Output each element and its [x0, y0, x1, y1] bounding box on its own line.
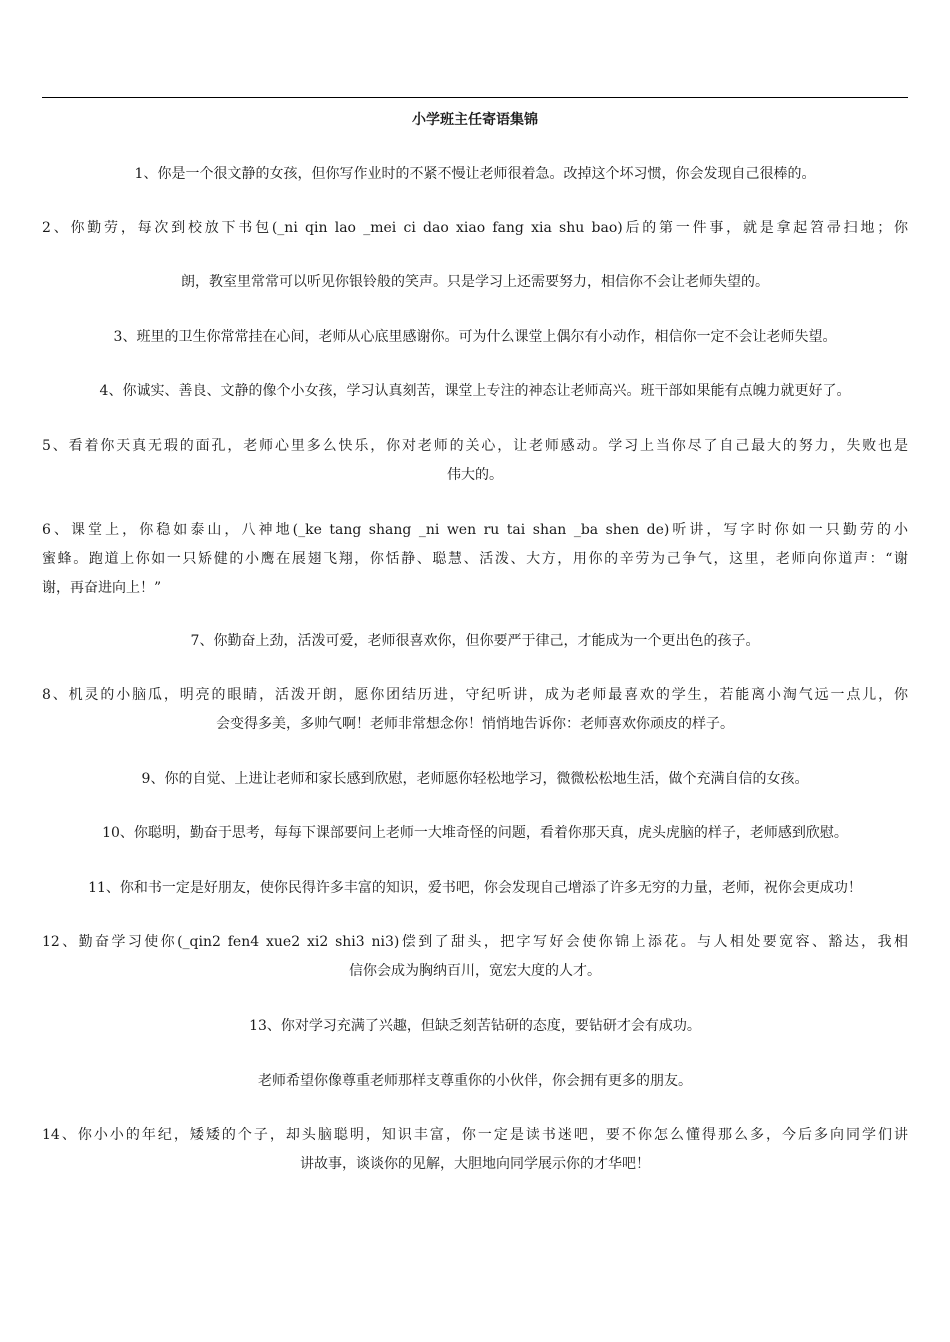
paragraph-2	[42, 214, 908, 243]
paragraph-line: 3、班里的卫生你常常挂在心间，老师从心底里感谢你。可为什么课堂上偶尔有小动作，相信你一定不会让老师失望。	[113, 329, 837, 345]
paragraph-2-continued	[42, 268, 908, 297]
paragraph-line: 6、课堂上，你稳如泰山，八神地(_ke tang shang _ni wen ru tai shan _ba shen de)听讲，写字时你如一只勤劳的小	[42, 522, 908, 538]
paragraph-1	[42, 160, 908, 189]
paragraph-line: 11、你和书一定是好朋友，使你民得许多丰富的知识，爱书吧，你会发现自己增添了许多无穷的力量，老师，祝你会更成功！	[88, 880, 862, 896]
paragraph-line: 谢，再奋进向上！”	[42, 580, 162, 596]
paragraph-line: 12、勤奋学习使你(_qin2 fen4 xue2 xi2 shi3 ni3)偿到了甜头，把字写好会使你锦上添花。与人相处要宽容、豁达，我相	[42, 934, 908, 950]
paragraph-line: 老师希望你像尊重老师那样支尊重你的小伙伴，你会拥有更多的朋友。	[258, 1073, 692, 1089]
paragraph-line: 2、你勤劳，每次到校放下书包(_ni qin lao _mei ci dao xiao fang xia shu bao)后的第一件事，就是拿起笤帚扫地；你	[42, 220, 908, 236]
paragraph-line: 讲故事，谈谈你的见解，大胆地向同学展示你的才华吧！	[300, 1156, 650, 1172]
paragraph-line: 14、你小小的年纪，矮矮的个子，却头脑聪明，知识丰富，你一定是读书迷吧，要不你怎么懂得那么多，今后多向同学们讲	[42, 1127, 908, 1143]
paragraph-line: 8、机灵的小脑瓜，明亮的眼睛，活泼开朗，愿你团结历进，守纪听讲，成为老师最喜欢的学生，若能离小淘气远一点儿，你	[42, 687, 908, 703]
paragraph-9	[42, 765, 908, 794]
paragraph-line: 9、你的自觉、上进让老师和家长感到欣慰，老师愿你轻松地学习，微微松松地生活，做个充满自信的女孩。	[141, 771, 809, 787]
paragraph-line: 朗，教室里常常可以听见你银铃般的笑声。只是学习上还需要努力，相信你不会让老师失望的。	[181, 274, 769, 290]
document-title: 小学班主任寄语集锦	[412, 112, 538, 128]
paragraph-4	[42, 377, 908, 406]
document-page	[42, 0, 908, 1342]
paragraph-line: 会变得多美，多帅气啊！老师非常想念你！悄悄地告诉你：老师喜欢你顽皮的样子。	[216, 716, 734, 732]
paragraph-line: 10、你聪明，勤奋于思考，每每下课部要问上老师一大堆奇怪的问题，看着你那天真，虎头虎脑的样子，老师感到欣慰。	[102, 825, 848, 841]
paragraph-7	[42, 627, 908, 656]
paragraph-line: 5、看着你天真无瑕的面孔，老师心里多么快乐，你对老师的关心，让老师感动。学习上当你尽了自己最大的努力，失败也是	[42, 438, 908, 454]
paragraph-14	[42, 1121, 908, 1179]
paragraph-8	[42, 681, 908, 739]
paragraph-line: 蜜蜂。跑道上你如一只矫健的小鹰在展翅飞翔，你恬静、聪慧、活泼、大方，用你的辛劳为己争气，这里，老师向你道声：“谢	[42, 551, 908, 567]
paragraph-line: 信你会成为胸纳百川，宽宏大度的人才。	[349, 963, 601, 979]
paragraph-line: 13、你对学习充满了兴趣，但缺乏刻苦钻研的态度，要钻研才会有成功。	[249, 1018, 701, 1034]
paragraph-11	[42, 874, 908, 903]
paragraph-line: 4、你诚实、善良、文静的像个小女孩，学习认真刻苦，课堂上专注的神态让老师高兴。班干部如果能有点魄力就更好了。	[99, 383, 851, 399]
paragraph-13-continued	[42, 1067, 908, 1096]
paragraph-12	[42, 928, 908, 986]
paragraph-line: 伟大的。	[447, 467, 503, 483]
paragraph-5	[42, 432, 908, 490]
paragraph-13	[42, 1012, 908, 1041]
paragraph-6	[42, 516, 908, 603]
paragraph-10	[42, 819, 908, 848]
header-rule	[42, 97, 908, 98]
paragraph-line: 1、你是一个很文静的女孩，但你写作业时的不紧不慢让老师很着急。改掉这个坏习惯，你会发现自己很棒的。	[134, 166, 816, 182]
paragraph-3	[42, 323, 908, 352]
paragraph-line: 7、你勤奋上劲，活泼可爱，老师很喜欢你，但你要严于律己，才能成为一个更出色的孩子。	[190, 633, 760, 649]
